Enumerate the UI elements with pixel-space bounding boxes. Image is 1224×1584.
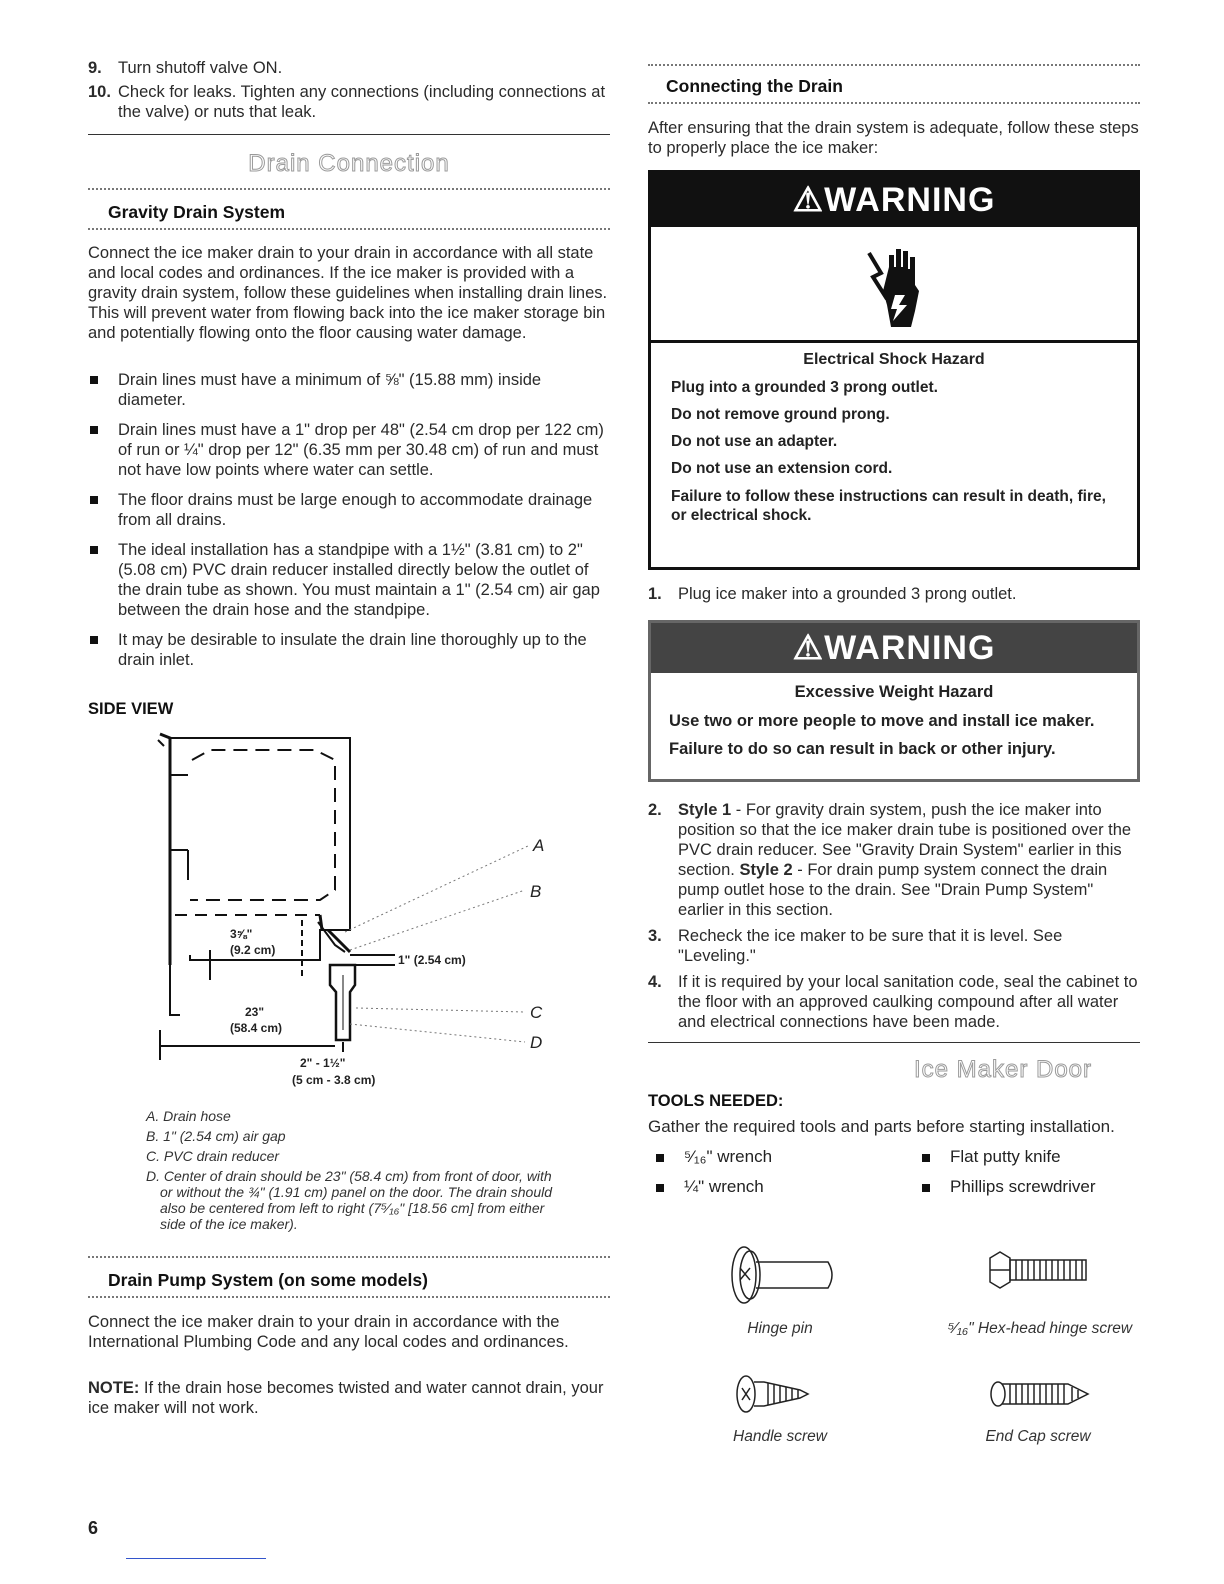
- warning-header: ⚠WARNING: [651, 173, 1137, 227]
- section-title-ice-maker-door: Ice Maker Door: [913, 1056, 1093, 1083]
- divider: [648, 1042, 1140, 1043]
- section-title-drain-connection: Drain Connection: [248, 150, 450, 177]
- bullet-icon: [90, 636, 98, 644]
- bin-dashed-outline: [190, 750, 335, 900]
- step-9: 9. Turn shutoff valve ON.: [88, 59, 283, 77]
- dotted-rule: [88, 188, 610, 190]
- drain-hose: [320, 915, 350, 952]
- step-3: 3. Recheck the ice maker to be sure that it is level. See "Leveling.": [648, 927, 1063, 965]
- bullet-icon: [90, 376, 98, 384]
- tool-item: ¼" wrench: [656, 1177, 764, 1197]
- warning-title: Excessive Weight Hazard: [794, 683, 994, 701]
- dim-front-in: 23": [245, 1005, 265, 1019]
- warning-line: Do not use an extension cord.: [671, 460, 893, 477]
- bullet-icon: [90, 426, 98, 434]
- dim-depth-cm: (9.2 cm): [230, 943, 276, 957]
- note-label: NOTE:: [88, 1379, 140, 1397]
- part-hex-head-screw: ⁵⁄₁₆" Hex-head hinge screw: [947, 1320, 1133, 1337]
- part-hinge-pin: Hinge pin: [747, 1320, 813, 1337]
- gravity-bullets: [88, 370, 610, 680]
- list-item: The floor drains must be large enough to accommodate drainage from all drains.: [88, 490, 610, 530]
- handle-screw-icon: [734, 1372, 814, 1416]
- end-cap-screw-icon: [988, 1372, 1094, 1416]
- side-view-diagram: [150, 730, 550, 1095]
- warning-header: ⚠WARNING: [651, 623, 1137, 673]
- diagram-legend: [146, 1108, 566, 1232]
- footer-rule: [126, 1558, 266, 1559]
- page-number: 6: [88, 1518, 99, 1538]
- legend-d: D. Center of drain should be 23" (58.4 cm) from front of door, with or without the ¾" (1.91 cm) panel on the door. The drain should also be centered from left to right (7⁵⁄₁₆" [18.56 cm] from either side of the ice maker).: [146, 1168, 553, 1232]
- dim-gap: 1" (2.54 cm): [398, 953, 466, 967]
- dim-pipe-in: 2" - 1½": [300, 1056, 346, 1070]
- tools-heading: TOOLS NEEDED:: [648, 1092, 784, 1110]
- dotted-rule: [88, 1296, 610, 1298]
- label-b: B: [530, 882, 542, 901]
- steps-9-10: [88, 58, 610, 122]
- dim-depth-in: 3⅝": [230, 927, 253, 941]
- step-2: 2. Style 1 - For gravity drain system, push the ice maker into position so that the ice maker drain tube is positioned over the PVC drain reducer. See "Gravity Drain System" earlier in this section. Style 2 - For drain pump system connect the drain pump outlet hose to the drain. See "Drain Pump System" earlier in this section.: [648, 801, 1132, 919]
- part-handle-screw: Handle screw: [733, 1428, 827, 1445]
- warning-title: Electrical Shock Hazard: [803, 351, 985, 368]
- step-1: 1. Plug ice maker into a grounded 3 prong outlet.: [648, 585, 1017, 603]
- warning-line: Do not remove ground prong.: [671, 406, 890, 423]
- list-item: Drain lines must have a 1" drop per 48" (2.54 cm drop per 122 cm) of run or ¼" drop per 12" (6.35 mm per 30.48 cm) of run and must not have low points where water can settle.: [88, 420, 610, 480]
- bullet-icon: [90, 546, 98, 554]
- hex-head-screw-icon: [986, 1248, 1096, 1292]
- legend-a: A. Drain hose: [146, 1108, 231, 1124]
- bullet-icon: [656, 1154, 664, 1162]
- drain-pump-note: [88, 1378, 610, 1418]
- gravity-intro: Connect the ice maker drain to your drain in accordance with all state and local codes and ordinances. If the ice maker is provided with a gravity drain system, follow these guidelines when installing drain lines. This will prevent water from flowing back into the ice maker storage bin and potentially flowing onto the floor causing water damage.: [88, 244, 608, 342]
- tool-item: Flat putty knife: [922, 1147, 1061, 1167]
- divider: [88, 134, 610, 135]
- hinge-pin-icon: [728, 1240, 838, 1310]
- bullet-icon: [90, 496, 98, 504]
- step-4: 4. If it is required by your local sanitation code, seal the cabinet to the floor with an approved caulking compound after all water and electrical connections have been made.: [648, 973, 1138, 1031]
- warning-line: Use two or more people to move and install ice maker.: [669, 712, 1095, 730]
- part-end-cap-screw: End Cap screw: [985, 1428, 1091, 1445]
- legend-b: B. 1" (2.54 cm) air gap: [146, 1128, 286, 1144]
- label-d: D: [530, 1033, 543, 1052]
- dim-pipe-cm: (5 cm - 3.8 cm): [292, 1073, 376, 1087]
- dotted-rule: [648, 102, 1140, 104]
- dim-front-cm: (58.4 cm): [230, 1021, 283, 1035]
- legend-c: C. PVC drain reducer: [146, 1148, 280, 1164]
- warning-line: Failure to follow these instructions can result in death, fire, or electrical shock.: [671, 488, 1106, 524]
- tool-item: Phillips screwdriver: [922, 1177, 1095, 1197]
- list-item: It may be desirable to insulate the drain line thoroughly up to the drain inlet.: [88, 630, 610, 670]
- dotted-rule: [88, 228, 610, 230]
- steps-2-4: [648, 800, 1140, 1032]
- dotted-rule: [648, 64, 1140, 66]
- step-10: 10. Check for leaks. Tighten any connections (including connections at the valve) or nuts that leak.: [88, 83, 606, 121]
- bullet-icon: [656, 1184, 664, 1192]
- note-text: If the drain hose becomes twisted and water cannot drain, your ice maker will not work.: [88, 1379, 604, 1417]
- list-item: The ideal installation has a standpipe with a 1½" (3.81 cm) to 2" (5.08 cm) PVC drain reducer installed directly below the outlet of the drain tube as shown. You must maintain a 1" (2.54 cm) air gap between the drain hose and the standpipe.: [88, 540, 610, 620]
- warning-icon-area: [651, 227, 1137, 343]
- connecting-drain-heading: Connecting the Drain: [666, 76, 843, 96]
- side-view-label: SIDE VIEW: [88, 700, 174, 718]
- warning-weight: [648, 620, 1140, 782]
- drain-pump-heading: Drain Pump System (on some models): [108, 1270, 428, 1290]
- bullet-icon: [922, 1184, 930, 1192]
- list-item: Drain lines must have a minimum of ⅝" (15.88 mm) inside diameter.: [88, 370, 610, 410]
- warning-line: Failure to do so can result in back or other injury.: [669, 740, 1056, 758]
- connecting-intro: After ensuring that the drain system is adequate, follow these steps to properly place the ice maker:: [648, 119, 1139, 157]
- tools-intro: Gather the required tools and parts before starting installation.: [648, 1117, 1115, 1136]
- electric-shock-icon: [859, 243, 929, 333]
- warning-line: Plug into a grounded 3 prong outlet.: [671, 379, 938, 396]
- label-a: A: [533, 836, 545, 855]
- dotted-rule: [88, 1256, 610, 1258]
- bullet-icon: [922, 1154, 930, 1162]
- label-c: C: [530, 1003, 543, 1022]
- drain-pump-intro: Connect the ice maker drain to your drain in accordance with the International Plumbing Code and any local codes and ordinances.: [88, 1313, 569, 1351]
- warning-line: Do not use an adapter.: [671, 433, 838, 450]
- warning-electrical: [648, 170, 1140, 570]
- gravity-drain-heading: Gravity Drain System: [108, 202, 286, 222]
- tool-item: ⁵⁄₁₆" wrench: [656, 1147, 772, 1167]
